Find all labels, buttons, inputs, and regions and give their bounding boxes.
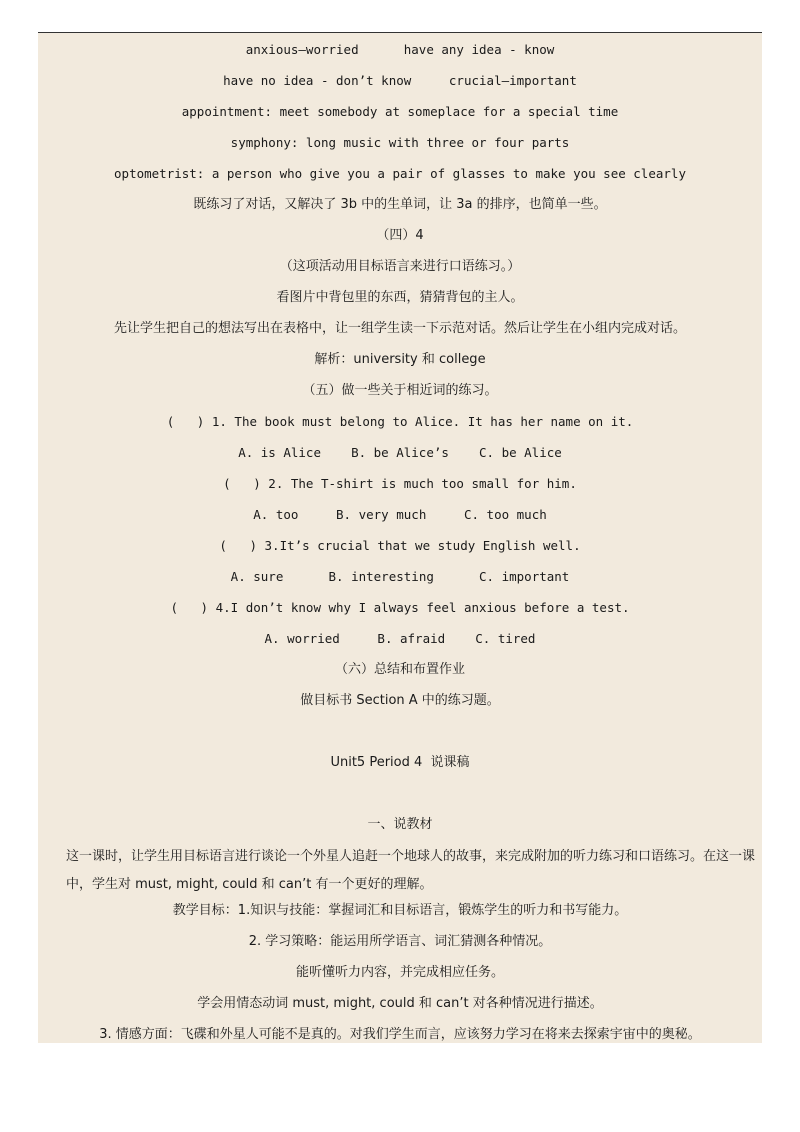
exercise-question-1: ( ) 1. The book must belong to Alice. It has her name on it. — [166, 414, 634, 429]
exercise-options-3: A. sure B. interesting C. important — [230, 569, 570, 584]
vocab-line-2: have no idea - don’t know crucial—important — [223, 73, 577, 88]
activity-steps: 先让学生把自己的想法写出在表格中，让一组学生读一下示范对话。然后让学生在小组内完成对话。 — [113, 321, 686, 336]
exercise-options-1: A. is Alice B. be Alice’s C. be Alice — [238, 445, 562, 460]
objective-line-2: 2. 学习策略：能运用所学语言、词汇猜测各种情况。 — [248, 934, 552, 949]
section-heading-4: （四）4 — [376, 228, 424, 243]
analysis-line: 解析：university 和 college — [314, 352, 486, 367]
objective-line-5: 3. 情感方面：飞碟和外星人可能不是真的。对我们学生而言，应该努力学习在将来去探索宇宙中的奥秘。 — [99, 1027, 701, 1042]
teaching-material-paragraph: 这一课时，让学生用目标语言进行谈论一个外星人追赶一个地球人的故事，来完成附加的听力练习和口语练习。在这一课中，学生对 must, might, could 和 can’t 有一个更好的理解。 — [66, 849, 756, 892]
paragraph-line: 既练习了对话，又解决了 3b 中的生单词，让 3a 的排序，也简单一些。 — [193, 197, 607, 212]
exercise-question-4: ( ) 4.I don’t know why I always feel anxious before a test. — [170, 600, 630, 615]
exercise-options-4: A. worried B. afraid C. tired — [264, 631, 536, 646]
exercise-question-2: ( ) 2. The T-shirt is much too small for him. — [223, 476, 577, 491]
vocab-line-4: symphony: long music with three or four parts — [230, 135, 570, 150]
objective-line-1: 教学目标：1.知识与技能：掌握词汇和目标语言，锻炼学生的听力和书写能力。 — [172, 903, 628, 918]
homework-line: 做目标书 Section A 中的练习题。 — [300, 693, 500, 708]
header-rule — [38, 32, 762, 33]
vocab-line-1: anxious—worried have any idea - know — [245, 42, 555, 57]
vocab-line-3: appointment: meet somebody at someplace for a special time — [181, 104, 619, 119]
exercise-options-2: A. too B. very much C. too much — [253, 507, 547, 522]
section-heading-5: （五）做一些关于相近词的练习。 — [302, 383, 498, 398]
section-heading-teaching-material: 一、说教材 — [367, 817, 433, 832]
section-heading-6: （六）总结和布置作业 — [334, 662, 465, 677]
objective-line-4: 学会用情态动词 must, might, could 和 can’t 对各种情况进行描述。 — [197, 996, 603, 1011]
vocab-line-5: optometrist: a person who give you a pair of glasses to make you see clearly — [114, 166, 686, 181]
objective-line-3: 能听懂听力内容，并完成相应任务。 — [295, 965, 504, 980]
exercise-question-3: ( ) 3.It’s crucial that we study English well. — [219, 538, 581, 553]
activity-instruction: 看图片中背包里的东西，猜猜背包的主人。 — [276, 290, 524, 305]
activity-note: （这项活动用目标语言来进行口语练习。） — [279, 259, 521, 274]
unit-title: Unit5 Period 4 说课稿 — [330, 755, 470, 770]
